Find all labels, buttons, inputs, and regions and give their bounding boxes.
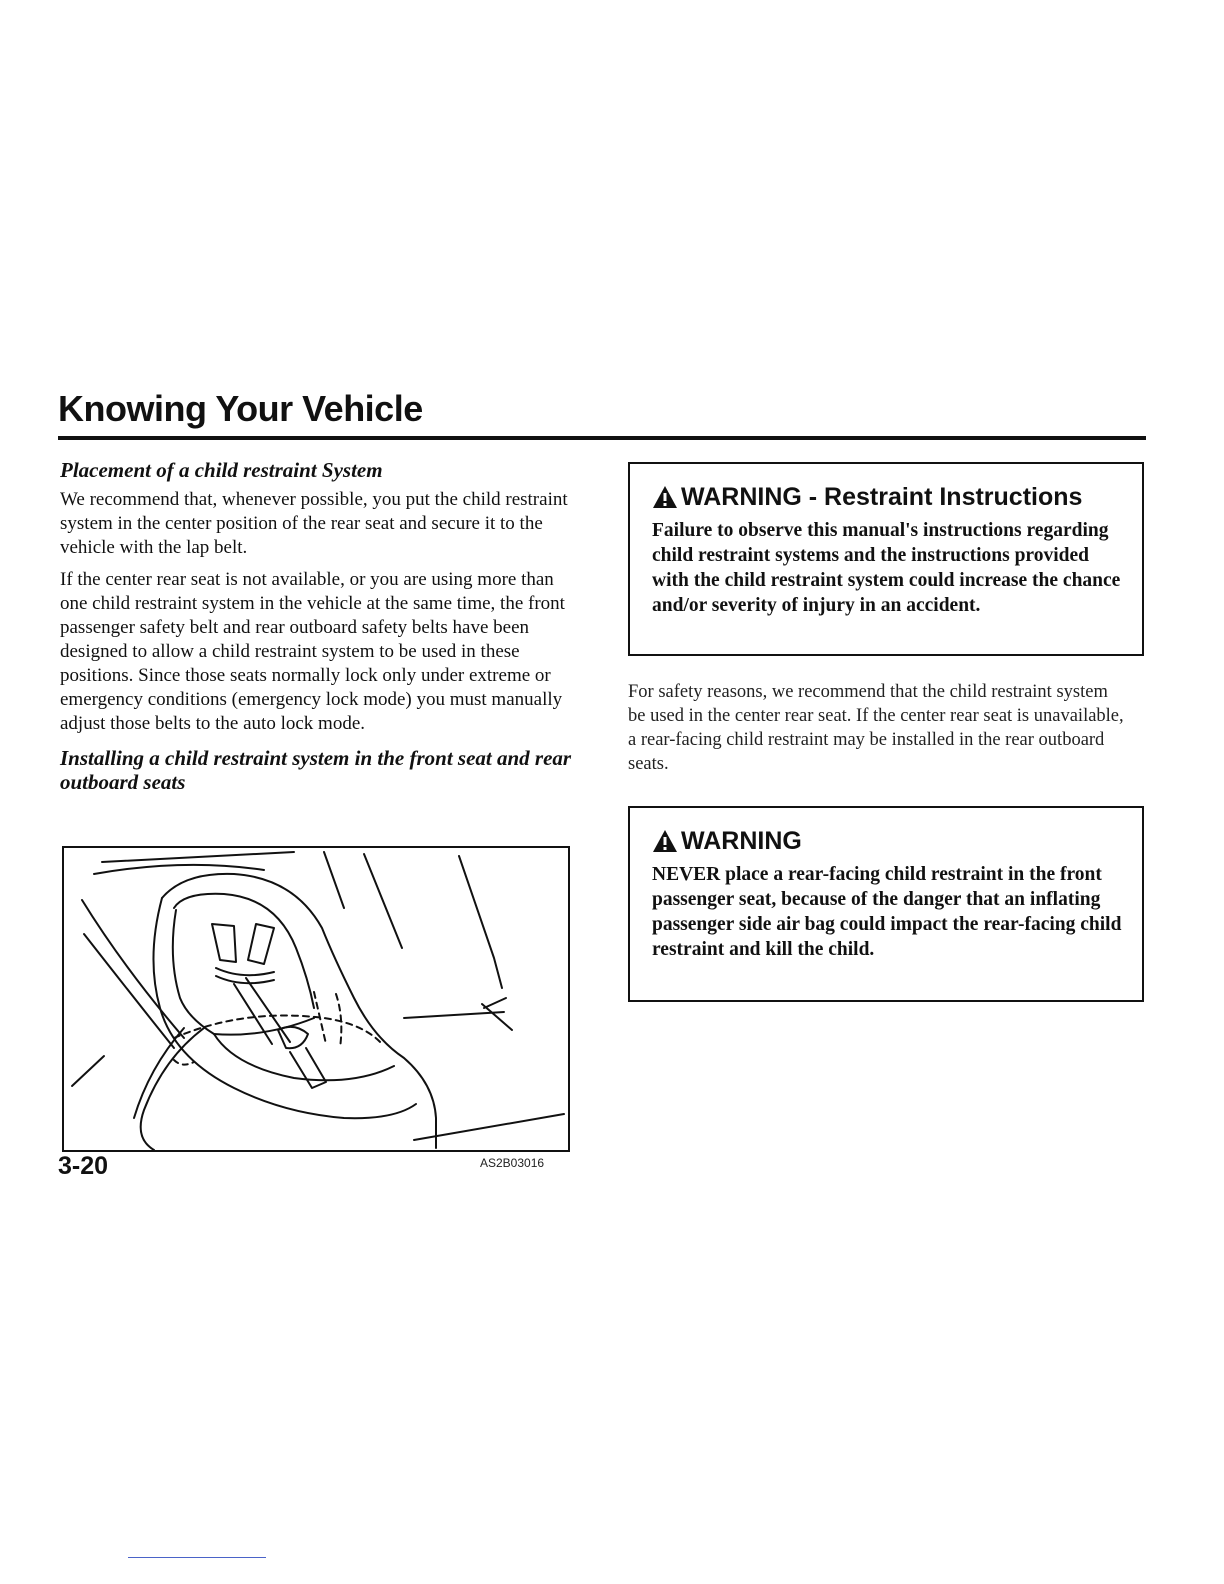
warning-triangle-icon (652, 485, 678, 509)
warning-text: Failure to observe this manual's instructions regarding child restraint systems and the instructions provided with the child restraint system could increase the chance and/or severity of injury in an accident. (652, 520, 1121, 616)
bottom-link-line (128, 1557, 266, 1558)
paragraph-placement-2: If the center rear seat is not available, or you are using more than one child restraint system in the vehicle at the same time, the front passenger safety belt and rear outboard safety belts have been designed to allow a child restraint system to be used in these positions. Since those seats normally lock only under extreme or emergency conditions (emergency lock mode) you must manually adjust those belts to the auto lock mode. (60, 569, 565, 734)
figure-code: AS2B03016 (480, 1156, 545, 1170)
subheading-installing: Installing a child restraint system in the front seat and rear outboard seats (60, 746, 572, 794)
paragraph-safety-reasons: For safety reasons, we recommend that the child restraint system be used in the center rear seat. If the center rear seat is unavailable, a rear-facing child restraint may be installed in the rear outboard seats. (628, 682, 1124, 774)
subheading-placement: Placement of a child restraint System (60, 458, 383, 482)
title-rule (58, 436, 1146, 440)
section-title: Knowing Your Vehicle (58, 388, 423, 429)
page-number: 3-20 (58, 1152, 109, 1180)
warning-title-text: WARNING (681, 827, 802, 855)
warning-title (652, 482, 1128, 512)
warning-box-restraint-instructions (628, 462, 1144, 656)
warning-title (652, 826, 1128, 856)
warning-title-text: WARNING - Restraint Instructions (681, 483, 1083, 511)
warning-text: NEVER place a rear-facing child restraint in the front passenger seat, because of the danger that an inflating passenger side air bag could impact the rear-facing child restraint and kill the child. (652, 864, 1122, 960)
warning-triangle-icon (652, 829, 678, 853)
warning-box-rear-facing (628, 806, 1144, 1002)
left-column (60, 458, 580, 800)
child-seat-illustration (62, 846, 570, 1152)
paragraph-placement-1: We recommend that, whenever possible, you put the child restraint system in the center position of the rear seat and secure it to the vehicle with the lap belt. (60, 489, 568, 558)
